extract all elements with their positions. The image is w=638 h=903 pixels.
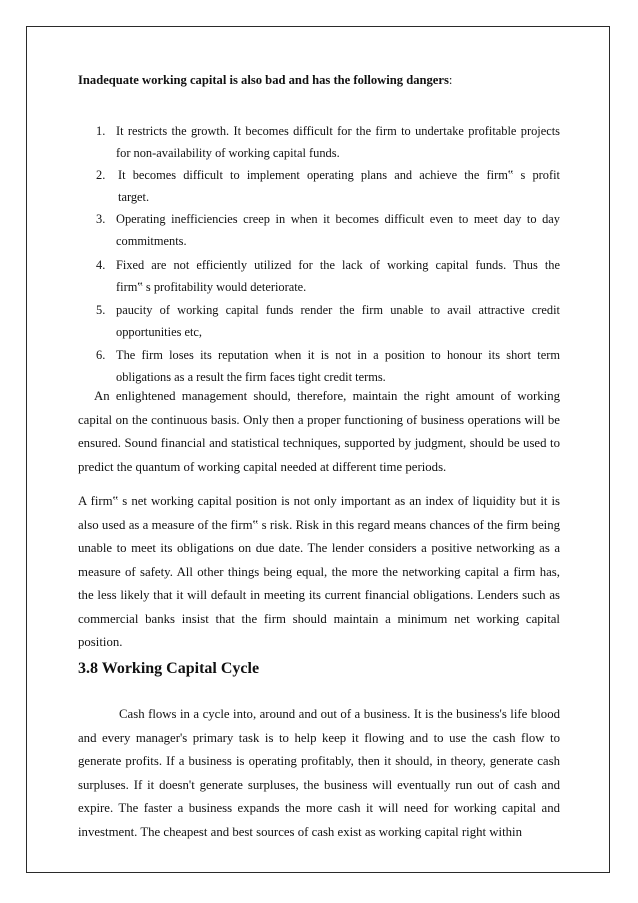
list-item-number: 3.	[96, 212, 106, 226]
list-item-text-continued: for non-availability of working capital funds.	[116, 146, 340, 160]
dangers-intro-colon: :	[448, 73, 453, 87]
list-item-text-continued: firm‟ s profitability would deteriorate.	[116, 280, 307, 294]
paragraph-line: capital on the continuous basis. Only then a proper functioning of business operations will be	[78, 412, 560, 427]
paragraph-line: position.	[78, 635, 123, 649]
list-item-text: Fixed are not efficiently utilized for the lack of working capital funds. Thus the	[116, 258, 560, 272]
list-item-text: Operating inefficiencies creep in when it becomes difficult even to meet day to day	[116, 212, 560, 226]
list-item-text-continued: target.	[118, 190, 150, 204]
paragraph-line: the less likely that it will default in meeting its current financial obligations. Lenders such as	[78, 588, 560, 602]
paragraph-line: and every manager's primary task is to help keep it flowing and to use the cash flow to	[78, 730, 560, 745]
list-item-text: It becomes difficult to implement operating plans and achieve the firm‟ s profit	[118, 168, 560, 182]
paragraph-line: ensured. Sound financial and statistical techniques, supported by judgment, should be used to	[78, 436, 560, 450]
paragraph-line: An enlightened management should, therefore, maintain the right amount of working	[94, 389, 560, 403]
list-item-text: paucity of working capital funds render the firm unable to avail attractive credit	[116, 303, 560, 317]
paragraph-line: investment. The cheapest and best sources of cash exist as working capital right within	[78, 824, 522, 839]
paragraph-line: generate profits. If a business is operating profitably, then it should, in theory, generate cash	[78, 754, 560, 768]
list-item-text-continued: commitments.	[116, 234, 187, 248]
list-item-text: It restricts the growth. It becomes difficult for the firm to undertake profitable projects	[116, 124, 560, 138]
list-item-text: The firm loses its reputation when it is not in a position to honour its short term	[116, 348, 560, 362]
list-item-number: 4.	[96, 258, 106, 272]
paragraph-line: expire. The faster a business expands the more cash it will need for working capital and	[78, 801, 560, 815]
paragraph-line: measure of safety. All other things being equal, the more the networking capital a firm has,	[78, 564, 560, 579]
list-item-number: 6.	[96, 348, 106, 362]
dangers-intro	[78, 73, 560, 88]
paragraph-line: surpluses. If it doesn't generate surpluses, the business will eventually run out of cash and	[78, 777, 560, 792]
paragraph-cash-flow-cycle	[78, 703, 560, 844]
dangers-intro-text: Inadequate working capital is also bad and has the following dangers	[78, 73, 449, 87]
paragraph-line: Cash flows in a cycle into, around and out of a business. It is the business's life blood	[119, 707, 560, 721]
list-item-number: 1.	[96, 124, 106, 138]
paragraph-line: A firm‟ s net working capital position is not only important as an index of liquidity but it is	[78, 494, 560, 508]
paragraph-line: commercial banks insist that the firm should maintain a minimum net working capital	[78, 611, 560, 626]
paragraph-enlightened-management	[78, 385, 560, 479]
list-item-text-continued: opportunities etc,	[116, 325, 203, 339]
paragraph-line: unable to meet its obligations on due date. The lender considers a positive networking as a	[78, 541, 560, 555]
paragraph-line: predict the quantum of working capital needed at different time periods.	[78, 459, 447, 474]
paragraph-line: also used as a measure of the firm‟ s risk. Risk in this regard means chances of the firm being	[78, 517, 560, 532]
list-item-text-continued: obligations as a result the firm faces tight credit terms.	[116, 370, 386, 384]
list-item-number: 2.	[96, 168, 106, 182]
section-heading: 3.8 Working Capital Cycle	[78, 660, 260, 677]
list-item-number: 5.	[96, 303, 106, 317]
paragraph-net-working-capital	[78, 490, 560, 655]
